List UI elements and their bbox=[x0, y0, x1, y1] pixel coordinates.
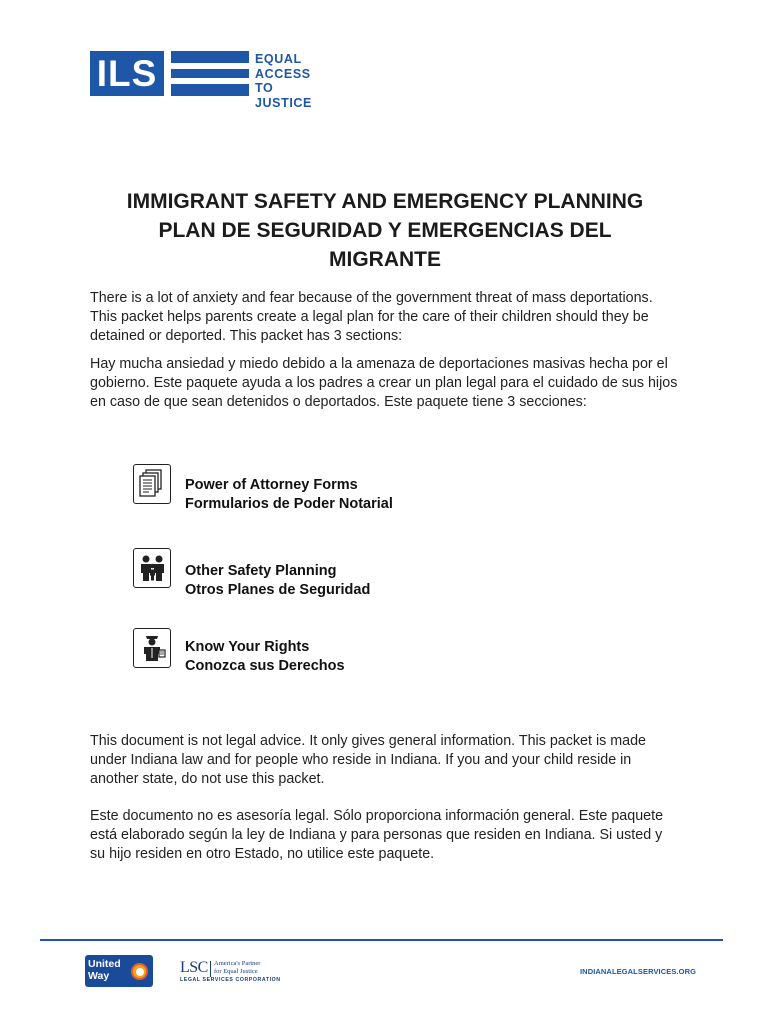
officer-icon bbox=[133, 628, 171, 668]
intro-spanish: Hay mucha ansiedad y miedo debido a la amenaza de deportaciones masivas hecha por el gobierno. Este paquete ayuda a los padres a crear un plan legal para el cuidado de sus hijos en caso de que sean detenidos o deportados. Este paquete tiene 3 secciones: bbox=[90, 356, 678, 410]
section-title-es: Conozca sus Derechos bbox=[185, 658, 345, 674]
section-power-of-attorney bbox=[133, 464, 553, 512]
tagline-line: TO JUSTICE bbox=[255, 81, 312, 110]
intro-english: There is a lot of anxiety and fear because of the government threat of mass deportations. This packet helps parents create a legal plan for the care of their children should they be detained or deported. This packet has 3 sections: bbox=[90, 290, 653, 344]
hand-icon bbox=[136, 968, 144, 976]
lsc-mark: LSC bbox=[180, 959, 208, 976]
ils-logo-tagline bbox=[255, 52, 330, 110]
section-title-en: Power of Attorney Forms bbox=[185, 477, 358, 493]
section-labels bbox=[185, 638, 345, 676]
ils-logo-bars bbox=[171, 51, 249, 96]
footer-divider bbox=[40, 939, 723, 941]
ils-logo bbox=[90, 51, 330, 110]
document-icon bbox=[133, 464, 171, 504]
lsc-tagline-line: for Equal Justice bbox=[214, 967, 258, 975]
section-safety-planning bbox=[133, 548, 553, 598]
united-way-text bbox=[88, 958, 121, 982]
title-line: MIGRANTE bbox=[329, 248, 441, 271]
section-labels bbox=[185, 476, 393, 514]
website-link[interactable]: INDIANALEGALSERVICES.ORG bbox=[580, 967, 697, 976]
section-know-your-rights bbox=[133, 628, 553, 672]
logo-bar-middle bbox=[171, 69, 249, 78]
section-title-es: Otros Planes de Seguridad bbox=[185, 582, 371, 598]
lsc-subtitle: LEGAL SERVICES CORPORATION bbox=[180, 977, 281, 983]
united-way-line: United bbox=[88, 958, 121, 970]
tagline-line: ACCESS bbox=[255, 66, 311, 81]
title-line: IMMIGRANT SAFETY AND EMERGENCY PLANNING bbox=[126, 190, 644, 213]
section-title-es: Formularios de Poder Notarial bbox=[185, 496, 393, 512]
disclaimer-spanish: Este documento no es asesoría legal. Sólo proporciona información general. Este paquete está elaborado según la ley de Indiana y para personas que residen en Indiana. Si usted y su hijo residen en otro Estado, no utilice este paquete. bbox=[90, 808, 664, 862]
united-way-line: Way bbox=[88, 970, 110, 982]
tagline-line: EQUAL bbox=[255, 52, 302, 66]
section-title-en: Other Safety Planning bbox=[185, 563, 337, 579]
title-line: PLAN DE SEGURIDAD Y EMERGENCIAS DEL bbox=[158, 219, 612, 242]
ils-logo-letters: ILS bbox=[90, 51, 164, 96]
logo-bar-top bbox=[171, 51, 249, 63]
section-title-en: Know Your Rights bbox=[185, 639, 310, 655]
logo-bar-bottom bbox=[171, 84, 249, 96]
section-labels bbox=[185, 562, 370, 600]
lsc-logo bbox=[180, 959, 300, 989]
family-icon bbox=[133, 548, 171, 588]
disclaimer-english: This document is not legal advice. It only gives general information. This packet is made under Indiana law and for people who reside in Indiana. If you and your child reside in another state, do not use this packet. bbox=[90, 733, 647, 787]
lsc-tagline bbox=[214, 960, 260, 975]
lsc-divider bbox=[210, 961, 211, 977]
lsc-tagline-line: America's Partner bbox=[214, 960, 261, 967]
united-way-logo bbox=[85, 955, 153, 987]
page-title bbox=[40, 187, 730, 274]
